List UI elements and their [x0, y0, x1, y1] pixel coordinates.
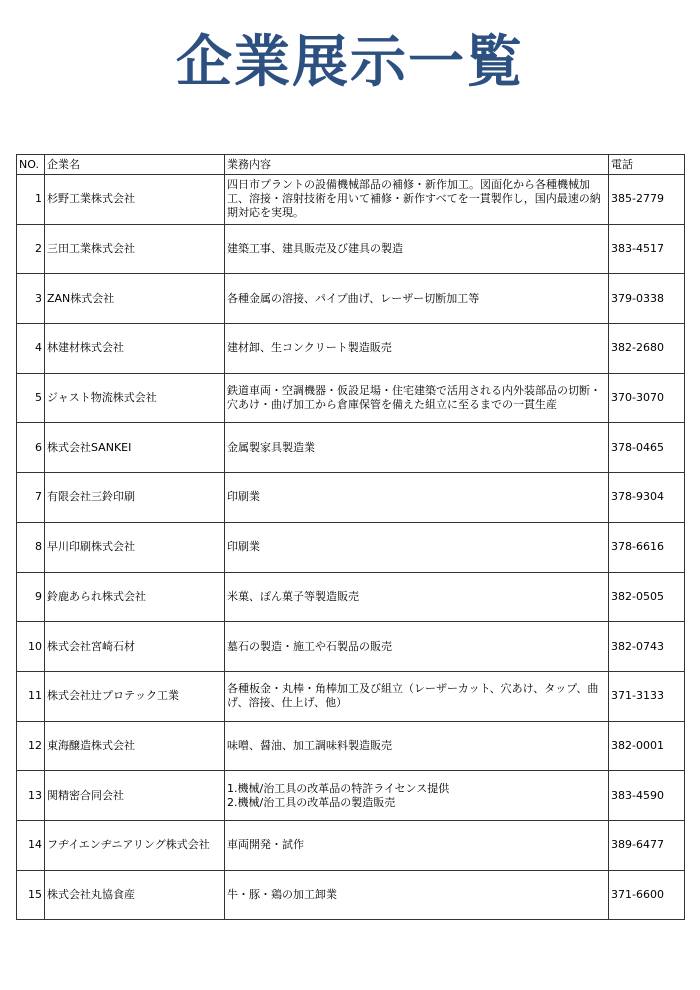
- row-number: 3: [17, 274, 45, 324]
- company-name: 株式会社SANKEI: [45, 423, 225, 473]
- business-description: 牛・豚・鶏の加工卸業: [225, 870, 609, 920]
- phone-number: 371-3133: [609, 671, 685, 721]
- row-number: 7: [17, 473, 45, 523]
- company-name: フヂイエンヂニアリング株式会社: [45, 820, 225, 870]
- company-name: 東海醸造株式会社: [45, 721, 225, 771]
- row-number: 8: [17, 522, 45, 572]
- table-row: [17, 870, 685, 920]
- header-phone: 電話: [609, 155, 685, 175]
- table-row: [17, 721, 685, 771]
- company-name: 株式会社辻プロテック工業: [45, 671, 225, 721]
- company-name: 有限会社三鈴印刷: [45, 473, 225, 523]
- business-description: 鉄道車両・空調機器・仮設足場・住宅建築で活用される内外装部品の切断・穴あけ・曲げ加工から倉庫保管を備えた組立に至るまでの一貫生産: [225, 373, 609, 423]
- table-row: [17, 671, 685, 721]
- business-description: 墓石の製造・施工や石製品の販売: [225, 622, 609, 672]
- table-row: [17, 324, 685, 374]
- table-body: [17, 175, 685, 920]
- row-number: 4: [17, 324, 45, 374]
- page-title: 企業展示一覧: [176, 30, 524, 95]
- table-row: [17, 622, 685, 672]
- phone-number: 383-4517: [609, 224, 685, 274]
- business-description: 建材卸、生コンクリート製造販売: [225, 324, 609, 374]
- header-no: NO.: [17, 155, 45, 175]
- table-row: [17, 820, 685, 870]
- row-number: 11: [17, 671, 45, 721]
- row-number: 14: [17, 820, 45, 870]
- company-table: [16, 154, 685, 920]
- row-number: 13: [17, 771, 45, 821]
- phone-number: 378-9304: [609, 473, 685, 523]
- phone-number: 378-6616: [609, 522, 685, 572]
- row-number: 10: [17, 622, 45, 672]
- phone-number: 385-2779: [609, 175, 685, 225]
- business-description: 建築工事、建具販売及び建具の製造: [225, 224, 609, 274]
- row-number: 15: [17, 870, 45, 920]
- phone-number: 382-0001: [609, 721, 685, 771]
- phone-number: 383-4590: [609, 771, 685, 821]
- table-row: [17, 572, 685, 622]
- row-number: 2: [17, 224, 45, 274]
- company-name: 三田工業株式会社: [45, 224, 225, 274]
- table-row: [17, 771, 685, 821]
- table-row: [17, 473, 685, 523]
- table-row: [17, 175, 685, 225]
- header-company-name: 企業名: [45, 155, 225, 175]
- phone-number: 371-6600: [609, 870, 685, 920]
- phone-number: 379-0338: [609, 274, 685, 324]
- company-name: ZAN株式会社: [45, 274, 225, 324]
- row-number: 1: [17, 175, 45, 225]
- row-number: 12: [17, 721, 45, 771]
- header-description: 業務内容: [225, 155, 609, 175]
- business-description: 米菓、ぽん菓子等製造販売: [225, 572, 609, 622]
- table-row: [17, 274, 685, 324]
- phone-number: 389-6477: [609, 820, 685, 870]
- phone-number: 382-2680: [609, 324, 685, 374]
- business-description: 1.機械/治工具の改革品の特許ライセンス提供 2.機械/治工具の改革品の製造販売: [225, 771, 609, 821]
- business-description: 四日市プラントの設備機械部品の補修・新作加工。図面化から各種機械加工、溶接・溶射技術を用いて補修・新作すべてを一貫製作し，国内最速の納期対応を実現。: [225, 175, 609, 225]
- business-description: 味噌、醤油、加工調味料製造販売: [225, 721, 609, 771]
- company-name: ジャスト物流株式会社: [45, 373, 225, 423]
- business-description: 印刷業: [225, 473, 609, 523]
- company-name: 早川印刷株式会社: [45, 522, 225, 572]
- company-name: 関精密合同会社: [45, 771, 225, 821]
- table-row: [17, 373, 685, 423]
- company-name: 株式会社丸協食産: [45, 870, 225, 920]
- business-description: 金属製家具製造業: [225, 423, 609, 473]
- company-name: 林建材株式会社: [45, 324, 225, 374]
- company-name: 鈴鹿あられ株式会社: [45, 572, 225, 622]
- business-description: 各種板金・丸棒・角棒加工及び組立（レーザーカット、穴あけ、タップ、曲げ、溶接、仕上げ、他）: [225, 671, 609, 721]
- table-row: [17, 522, 685, 572]
- business-description: 各種金属の溶接、パイプ曲げ、レーザー切断加工等: [225, 274, 609, 324]
- company-name: 杉野工業株式会社: [45, 175, 225, 225]
- table-row: [17, 423, 685, 473]
- phone-number: 382-0743: [609, 622, 685, 672]
- business-description: 印刷業: [225, 522, 609, 572]
- row-number: 9: [17, 572, 45, 622]
- company-name: 株式会社宮崎石材: [45, 622, 225, 672]
- phone-number: 378-0465: [609, 423, 685, 473]
- phone-number: 370-3070: [609, 373, 685, 423]
- business-description: 車両開発・試作: [225, 820, 609, 870]
- table-header-row: [17, 155, 685, 175]
- table-row: [17, 224, 685, 274]
- row-number: 5: [17, 373, 45, 423]
- phone-number: 382-0505: [609, 572, 685, 622]
- row-number: 6: [17, 423, 45, 473]
